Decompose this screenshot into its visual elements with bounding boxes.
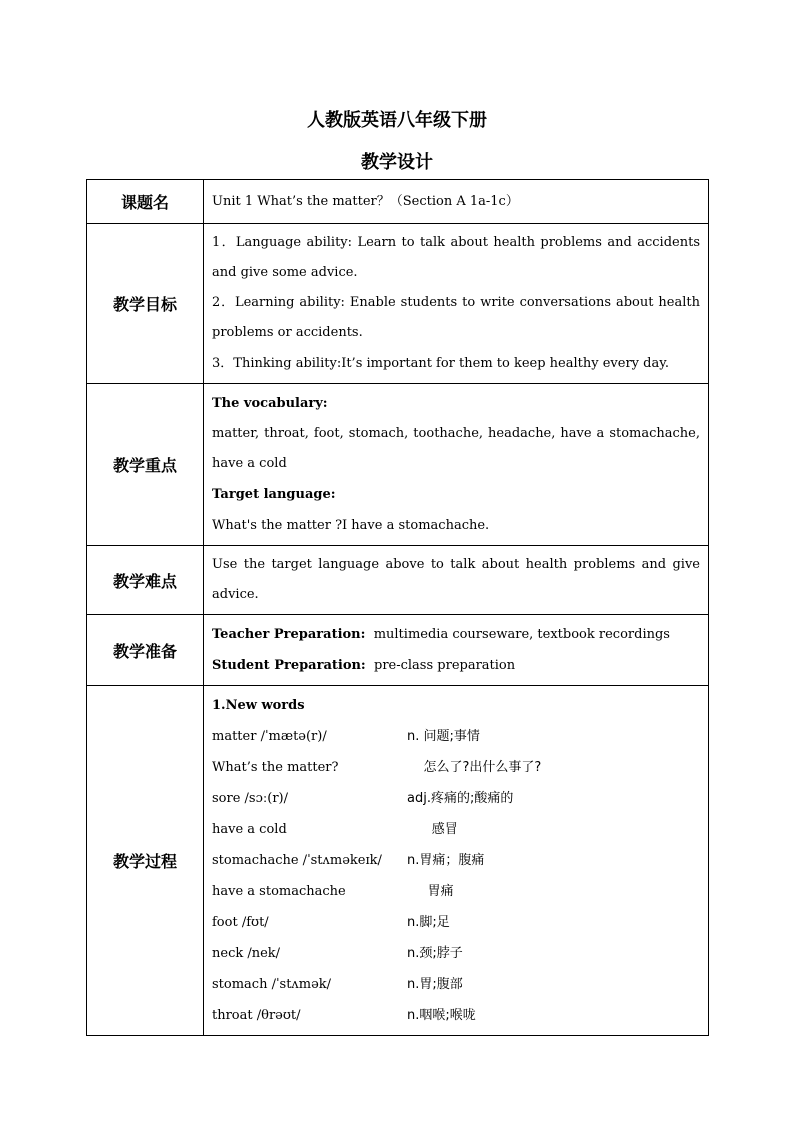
student-preparation xyxy=(212,650,700,681)
teacher-preparation-label: Teacher Preparation: xyxy=(212,627,366,642)
vocab-word: stomach /ˈstʌmək/ xyxy=(212,977,332,992)
objective-item-1: 1．Language ability: Learn to talk about health problems and accidents and give some advice. xyxy=(212,235,700,280)
difficulties-text: Use the target language above to talk about health problems and give advice. xyxy=(212,557,700,602)
vocab-word: neck /nek/ xyxy=(212,946,281,961)
key-points-content xyxy=(204,384,709,546)
vocab-meaning: n. 问题;事情 xyxy=(407,729,480,744)
key-points-row xyxy=(87,384,709,546)
vocab-word: sore /sɔː(r)/ xyxy=(212,791,288,806)
new-words-heading: 1.New words xyxy=(212,698,305,713)
teacher-preparation xyxy=(212,619,700,650)
vocab-heading: The vocabulary: xyxy=(212,396,328,411)
page-subtitle: 教学设计 xyxy=(361,152,433,173)
vocab-row xyxy=(212,969,700,1000)
topic-text: Unit 1 What’s the matter？（Section A 1a-1c） xyxy=(212,194,519,209)
difficulties-row xyxy=(87,546,709,615)
preparation-row xyxy=(87,615,709,686)
vocab-word: foot /fʊt/ xyxy=(212,915,269,930)
vocab-word: matter /ˈmætə(r)/ xyxy=(212,729,327,744)
process-content xyxy=(204,686,709,1036)
vocab-word: stomachache /ˈstʌməkeɪk/ xyxy=(212,853,382,868)
difficulties-label: 教学难点 xyxy=(87,546,204,615)
vocab-row xyxy=(212,814,700,845)
vocab-row xyxy=(212,752,700,783)
vocab-word: What’s the matter? xyxy=(212,760,339,775)
vocab-meaning: n.咽喉;喉咙 xyxy=(407,1008,476,1023)
vocab-row xyxy=(212,938,700,969)
vocab-meaning: 怎么了?出什么事了? xyxy=(407,760,542,775)
teacher-preparation-value: multimedia courseware, textbook recordings xyxy=(373,627,670,642)
process-row xyxy=(87,686,709,1036)
page-title: 人教版英语八年级下册 xyxy=(307,110,487,131)
objectives-row xyxy=(87,224,709,384)
topic-label: 课题名 xyxy=(87,180,204,224)
topic-content xyxy=(204,180,709,224)
vocab-meaning: 胃痛 xyxy=(407,884,454,899)
lesson-plan-table xyxy=(86,179,709,1036)
key-points-label: 教学重点 xyxy=(87,384,204,546)
vocab-word: throat /θrəʊt/ xyxy=(212,1008,301,1023)
vocab-meaning: n.胃痛；腹痛 xyxy=(407,853,485,868)
process-label: 教学过程 xyxy=(87,686,204,1036)
target-sentence: What's the matter ?I have a stomachache. xyxy=(212,518,490,533)
vocab-meaning: n.颈;脖子 xyxy=(407,946,463,961)
vocab-row xyxy=(212,876,700,907)
objective-item-3: 3．Thinking ability:It’s important for them to keep healthy every day. xyxy=(212,356,669,371)
vocab-meaning: 感冒 xyxy=(407,822,458,837)
vocab-row xyxy=(212,1000,700,1031)
vocab-meaning: adj.疼痛的;酸痛的 xyxy=(407,791,514,806)
vocab-list: matter, throat, foot, stomach, toothache, headache, have a stomachache, have a cold xyxy=(212,426,700,471)
vocab-row xyxy=(212,721,700,752)
vocab-word: have a stomachache xyxy=(212,884,346,899)
vocab-row xyxy=(212,907,700,938)
vocab-row xyxy=(212,845,700,876)
student-preparation-value: pre-class preparation xyxy=(374,658,516,673)
vocab-word: have a cold xyxy=(212,822,287,837)
vocab-meaning: n.胃;腹部 xyxy=(407,977,463,992)
topic-row xyxy=(87,180,709,224)
objective-item-2: 2．Learning ability: Enable students to write conversations about health problems or accidents. xyxy=(212,295,700,340)
objectives-content xyxy=(204,224,709,384)
objectives-label: 教学目标 xyxy=(87,224,204,384)
preparation-content xyxy=(204,615,709,686)
target-heading: Target language: xyxy=(212,487,336,502)
vocab-meaning: n.脚;足 xyxy=(407,915,450,930)
vocab-row xyxy=(212,783,700,814)
difficulties-content xyxy=(204,546,709,615)
student-preparation-label: Student Preparation: xyxy=(212,658,366,673)
preparation-label: 教学准备 xyxy=(87,615,204,686)
